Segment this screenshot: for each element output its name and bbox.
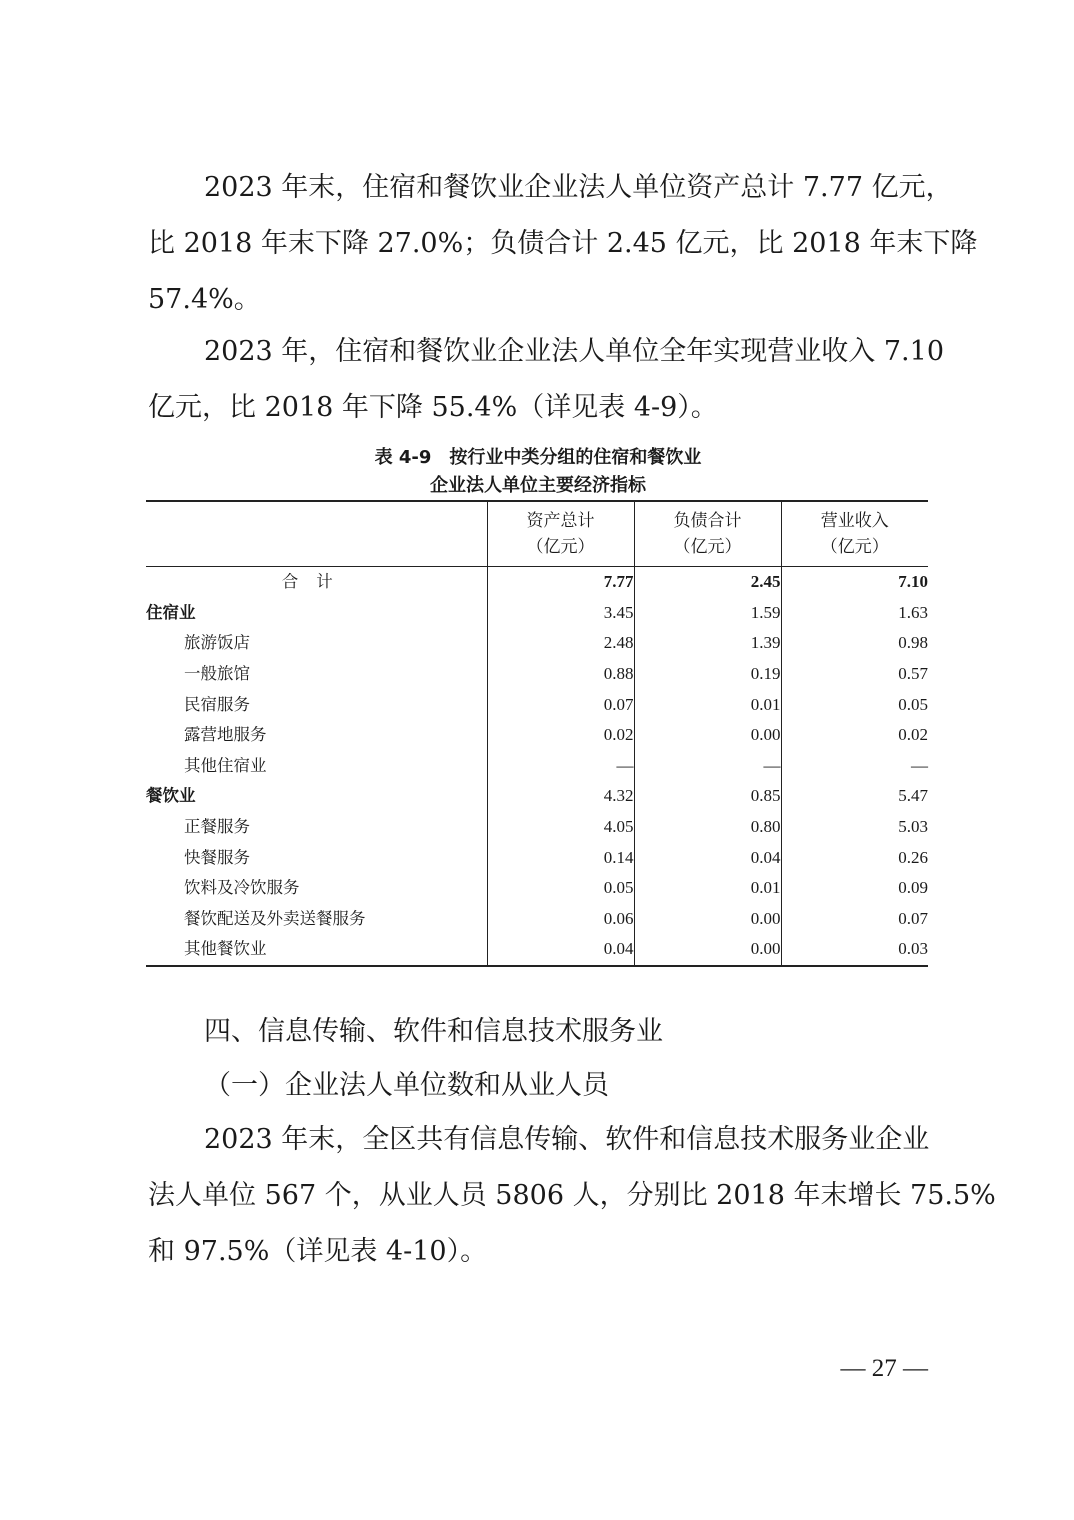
cell-assets: 3.45: [487, 598, 634, 629]
cell-assets: 4.05: [487, 812, 634, 843]
cell-liabilities: 0.00: [634, 904, 781, 935]
cell-assets: 4.32: [487, 781, 634, 812]
cell-liabilities: 0.00: [634, 720, 781, 751]
row-label: 快餐服务: [184, 847, 250, 867]
cell-liabilities: 0.00: [634, 934, 781, 966]
cell-assets: 0.04: [487, 934, 634, 966]
row-label: 其他餐饮业: [146, 934, 487, 966]
cell-revenue: 7.10: [781, 567, 928, 598]
row-label: 一般旅馆: [184, 664, 250, 684]
cell-assets: 0.14: [487, 842, 634, 873]
subsection-heading: （一）企业法人单位数和从业人员: [204, 1070, 609, 1101]
row-label: 正餐服务: [184, 817, 250, 837]
cell-liabilities: 0.19: [634, 659, 781, 690]
table-row: [146, 934, 928, 966]
cell-revenue: 0.02: [781, 720, 928, 751]
cell-assets: 0.05: [487, 873, 634, 904]
table-row: [146, 873, 928, 904]
paragraph-line: 比 2018 年末下降 27.0%；负债合计 2.45 亿元，比 2018 年末下降: [148, 228, 978, 259]
cell-assets: 0.06: [487, 904, 634, 935]
header-unit: （亿元）: [820, 537, 889, 557]
header-blank: [146, 501, 487, 567]
table-number: 表 4-9: [374, 447, 432, 468]
section-heading: 四、信息传输、软件和信息技术服务业: [204, 1016, 663, 1047]
cell-liabilities: 0.04: [634, 842, 781, 873]
cell-assets: 0.88: [487, 659, 634, 690]
paragraph-line: 2023 年，住宿和餐饮业企业法人单位全年实现营业收入 7.10: [204, 336, 944, 367]
paragraph-line: 亿元，比 2018 年下降 55.4%（详见表 4-9）。: [148, 392, 718, 423]
cell-revenue: 0.57: [781, 659, 928, 690]
paragraph-line: 57.4%。: [148, 284, 261, 315]
row-label: 民宿服务: [184, 694, 250, 714]
cell-liabilities: 0.01: [634, 689, 781, 720]
cell-revenue: 0.98: [781, 628, 928, 659]
paragraph-revenue: [148, 324, 944, 436]
row-label: 餐饮配送及外卖送餐服务: [184, 908, 366, 928]
cell-assets: 2.48: [487, 628, 634, 659]
paragraph-enterprises: [148, 1112, 996, 1280]
table-title: [148, 444, 928, 500]
header-label: 负债合计: [673, 511, 742, 531]
header-revenue: [781, 501, 928, 567]
table-row: [146, 904, 928, 935]
cell-liabilities: —: [634, 751, 781, 782]
cell-revenue: 5.03: [781, 812, 928, 843]
cell-liabilities: 2.45: [634, 567, 781, 598]
paragraph-line: 2023 年末，全区共有信息传输、软件和信息技术服务业企业: [204, 1124, 930, 1155]
cell-assets: 0.02: [487, 720, 634, 751]
cell-assets: 0.07: [487, 689, 634, 720]
cell-revenue: 0.03: [781, 934, 928, 966]
paragraph-line: 法人单位 567 个，从业人员 5806 人，分别比 2018 年末增长 75.5%: [148, 1180, 996, 1211]
table-row-category: [146, 781, 928, 812]
row-label: 露营地服务: [184, 725, 267, 745]
cell-liabilities: 1.39: [634, 628, 781, 659]
cell-revenue: 0.07: [781, 904, 928, 935]
header-label: 资产总计: [526, 511, 595, 531]
table-title-line1: 按行业中类分组的住宿和餐饮业: [449, 447, 702, 468]
row-label: 住宿业: [146, 602, 196, 622]
cell-revenue: 1.63: [781, 598, 928, 629]
header-unit: （亿元）: [526, 537, 595, 557]
table-title-line2: 企业法人单位主要经济指标: [430, 475, 646, 496]
row-label: 其他住宿业: [184, 755, 267, 775]
paragraph-assets-liabilities: [148, 160, 978, 328]
row-label: 旅游饭店: [184, 633, 250, 653]
table-row: [146, 842, 928, 873]
economic-indicators-table: [146, 500, 928, 967]
table-row-total: [146, 567, 928, 598]
cell-revenue: 5.47: [781, 781, 928, 812]
cell-assets: 7.77: [487, 567, 634, 598]
cell-liabilities: 0.85: [634, 781, 781, 812]
table-row: [146, 689, 928, 720]
cell-revenue: 0.26: [781, 842, 928, 873]
header-unit: （亿元）: [673, 537, 742, 557]
cell-assets: —: [487, 751, 634, 782]
table-row: [146, 751, 928, 782]
header-liabilities: [634, 501, 781, 567]
cell-revenue: —: [781, 751, 928, 782]
header-label: 营业收入: [820, 511, 889, 531]
table-row: [146, 812, 928, 843]
cell-liabilities: 0.80: [634, 812, 781, 843]
cell-liabilities: 1.59: [634, 598, 781, 629]
table-row-category: [146, 598, 928, 629]
table-header-row: [146, 501, 928, 567]
row-label: 合计: [281, 572, 351, 592]
table-row: [146, 659, 928, 690]
row-label: 饮料及冷饮服务: [184, 878, 300, 898]
paragraph-line: 2023 年末，住宿和餐饮业企业法人单位资产总计 7.77 亿元，: [204, 172, 953, 203]
header-assets: [487, 501, 634, 567]
cell-revenue: 0.05: [781, 689, 928, 720]
paragraph-line: 和 97.5%（详见表 4-10）。: [148, 1236, 488, 1267]
table-row: [146, 628, 928, 659]
cell-revenue: 0.09: [781, 873, 928, 904]
row-label: 餐饮业: [146, 786, 196, 806]
table-row: [146, 720, 928, 751]
cell-liabilities: 0.01: [634, 873, 781, 904]
page-number: — 27 —: [840, 1355, 928, 1382]
